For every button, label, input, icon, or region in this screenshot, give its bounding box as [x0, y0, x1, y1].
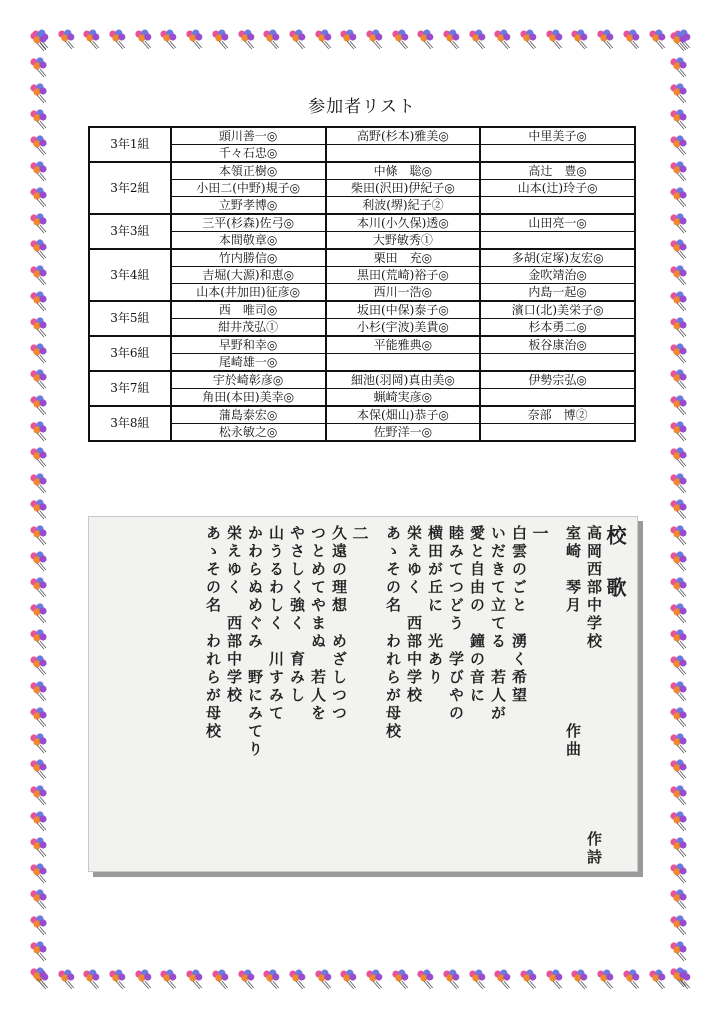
balloon-icon: [56, 968, 78, 990]
participant-name: 蝋崎実彦◎: [326, 389, 481, 407]
participant-name: 山本(井加田)征彦◎: [171, 284, 326, 302]
balloon-icon: [28, 160, 50, 182]
participant-name: 利波(堺)紀子②: [326, 197, 481, 215]
balloon-icon: [668, 888, 690, 910]
song-line: やさしく強く 育みし: [288, 525, 306, 705]
roster-row: [89, 371, 635, 389]
roster-row: [89, 319, 635, 337]
balloon-icon: [668, 264, 690, 286]
balloon-icon: [441, 968, 463, 990]
balloon-icon: [668, 420, 690, 442]
balloon-icon: [390, 28, 412, 50]
balloon-icon: [56, 28, 78, 50]
participant-name: 内島一起◎: [480, 284, 635, 302]
balloon-icon: [28, 30, 50, 52]
balloon-icon: [287, 28, 309, 50]
participant-name: [480, 145, 635, 163]
balloon-icon: [28, 862, 50, 884]
balloon-icon: [415, 28, 437, 50]
balloon-icon: [28, 914, 50, 936]
balloon-icon: [668, 56, 690, 78]
participant-name: 中里美子◎: [480, 127, 635, 145]
participant-name: 山本(辻)玲子◎: [480, 180, 635, 197]
balloon-icon: [158, 28, 180, 50]
song-line: 睦みてつどう 学びやの: [447, 525, 465, 723]
song-school-name: [583, 525, 604, 867]
balloon-icon: [28, 498, 50, 520]
balloon-icon: [28, 290, 50, 312]
balloon-icon: [668, 472, 690, 494]
song-line: あゝその名 われらが母校: [204, 525, 222, 741]
balloon-icon: [236, 968, 258, 990]
balloon-icon: [28, 524, 50, 546]
balloon-icon: [107, 28, 129, 50]
balloon-icon: [28, 784, 50, 806]
balloon-icon: [544, 968, 566, 990]
participant-name: 佐野洋一◎: [326, 424, 481, 442]
balloon-icon: [28, 316, 50, 338]
roster-row: [89, 267, 635, 284]
balloon-icon: [133, 968, 155, 990]
balloon-icon: [28, 888, 50, 910]
participant-name: 立野孝博◎: [171, 197, 326, 215]
balloon-icon: [364, 968, 386, 990]
participant-name: [480, 424, 635, 442]
roster-row: [89, 197, 635, 215]
balloon-icon: [28, 628, 50, 650]
participant-name: 吉堀(大源)和恵◎: [171, 267, 326, 284]
composer-credit: 作曲: [564, 615, 582, 759]
balloon-icon: [28, 446, 50, 468]
participant-name: 紺井茂弘①: [171, 319, 326, 337]
composer-name: 室崎 琴月: [564, 525, 582, 615]
balloon-icon: [544, 28, 566, 50]
balloon-icon: [287, 968, 309, 990]
participant-name: 早野和幸◎: [171, 336, 326, 354]
school-name: 高岡西部中学校: [585, 525, 603, 651]
participant-name: 金吹靖治◎: [480, 267, 635, 284]
balloon-border-top: [30, 28, 694, 54]
participant-name: 西川一浩◎: [326, 284, 481, 302]
participant-name: 黒田(荒崎)裕子◎: [326, 267, 481, 284]
balloon-icon: [236, 28, 258, 50]
balloon-icon: [668, 342, 690, 364]
balloon-icon: [668, 706, 690, 728]
participant-name: 伊勢宗弘◎: [480, 371, 635, 389]
balloon-icon: [668, 186, 690, 208]
participant-name: 高野(杉本)雅美◎: [326, 127, 481, 145]
balloon-border-bottom: [30, 968, 694, 998]
roster-row: [89, 284, 635, 302]
participant-name: 松永敏之◎: [171, 424, 326, 442]
balloon-icon: [668, 524, 690, 546]
balloon-border-left: [28, 30, 54, 996]
balloon-icon: [28, 394, 50, 416]
balloon-icon: [28, 238, 50, 260]
participant-name: 奈部 博②: [480, 406, 635, 424]
class-label: 3年3組: [89, 214, 171, 249]
song-line: 久遠の理想 めざしつつ: [330, 525, 348, 723]
balloon-icon: [467, 968, 489, 990]
class-label: 3年7組: [89, 371, 171, 406]
roster-row: [89, 424, 635, 442]
participant-name: 杉本勇二◎: [480, 319, 635, 337]
roster-row: [89, 180, 635, 197]
class-label: 3年5組: [89, 301, 171, 336]
balloon-icon: [28, 134, 50, 156]
participant-table: [88, 126, 636, 442]
balloon-icon: [313, 968, 335, 990]
balloon-icon: [668, 498, 690, 520]
balloon-icon: [28, 342, 50, 364]
balloon-icon: [81, 28, 103, 50]
participant-name: 本間敬章◎: [171, 232, 326, 250]
participant-name: [480, 354, 635, 372]
song-line: 横田が丘に 光あり: [426, 525, 444, 687]
participant-name: [480, 197, 635, 215]
balloon-icon: [313, 28, 335, 50]
participant-name: 柴田(沢田)伊紀子◎: [326, 180, 481, 197]
roster-row: [89, 406, 635, 424]
balloon-icon: [338, 968, 360, 990]
balloon-icon: [668, 654, 690, 676]
balloon-icon: [668, 810, 690, 832]
balloon-icon: [28, 680, 50, 702]
participant-name: 本川(小久保)透◎: [326, 214, 481, 232]
participant-name: [326, 145, 481, 163]
participant-name: 濱口(北)美栄子◎: [480, 301, 635, 319]
participant-name: 山田亮一◎: [480, 214, 635, 232]
balloon-icon: [492, 28, 514, 50]
participant-name: 平能雅典◎: [326, 336, 481, 354]
balloon-icon: [28, 654, 50, 676]
balloon-icon: [518, 968, 540, 990]
balloon-icon: [415, 968, 437, 990]
balloon-icon: [28, 212, 50, 234]
balloon-icon: [668, 160, 690, 182]
balloon-icon: [668, 212, 690, 234]
balloon-icon: [338, 28, 360, 50]
song-line: いだきて立てる 若人が: [489, 525, 507, 723]
balloon-icon: [668, 680, 690, 702]
class-label: 3年1組: [89, 127, 171, 162]
participant-name: 大野敏秀①: [326, 232, 481, 250]
song-composer: [562, 525, 583, 863]
balloon-icon: [668, 914, 690, 936]
song-line: かわらぬめぐみ 野にみてり: [246, 525, 264, 759]
balloon-icon: [668, 966, 690, 988]
balloon-icon: [81, 968, 103, 990]
balloon-icon: [184, 968, 206, 990]
balloon-icon: [668, 30, 690, 52]
participant-name: 三平(杉森)佐弓◎: [171, 214, 326, 232]
participant-name: 西 唯司◎: [171, 301, 326, 319]
balloon-icon: [467, 28, 489, 50]
song-line: 山うるわしく 川すみて: [267, 525, 285, 723]
song-title: 校 歌: [603, 525, 627, 603]
balloon-icon: [668, 862, 690, 884]
balloon-icon: [28, 810, 50, 832]
balloon-icon: [261, 28, 283, 50]
balloon-icon: [518, 28, 540, 50]
class-label: 3年2組: [89, 162, 171, 214]
roster-row: [89, 232, 635, 250]
verse-2: [202, 525, 349, 863]
song-line: あゝその名 われらが母校: [384, 525, 402, 741]
participant-name: [480, 389, 635, 407]
class-label: 3年4組: [89, 249, 171, 301]
balloon-icon: [647, 28, 669, 50]
lyricist-credit: 作詩: [585, 651, 603, 867]
participant-name: 角田(本田)美幸◎: [171, 389, 326, 407]
roster-row: [89, 145, 635, 163]
balloon-icon: [668, 368, 690, 390]
song-line: 栄えゆく 西部中学校: [405, 525, 423, 705]
balloon-icon: [668, 394, 690, 416]
school-song-card: [88, 516, 638, 872]
balloon-icon: [569, 968, 591, 990]
balloon-icon: [668, 550, 690, 572]
balloon-icon: [28, 732, 50, 754]
balloon-icon: [184, 28, 206, 50]
balloon-icon: [668, 758, 690, 780]
class-label: 3年8組: [89, 406, 171, 441]
balloon-icon: [28, 56, 50, 78]
roster-row: [89, 162, 635, 180]
participant-name: [326, 354, 481, 372]
song-line: つとめてやまぬ 若人を: [309, 525, 327, 723]
participant-name: 本領正樹◎: [171, 162, 326, 180]
balloon-icon: [107, 968, 129, 990]
participant-name: 高辻 豊◎: [480, 162, 635, 180]
roster-row: [89, 354, 635, 372]
participant-name: 宇於崎彰彦◎: [171, 371, 326, 389]
roster-row: [89, 301, 635, 319]
roster-row: [89, 336, 635, 354]
participant-name: 小田二(中野)規子◎: [171, 180, 326, 197]
participant-name: 蒲島泰宏◎: [171, 406, 326, 424]
balloon-icon: [210, 28, 232, 50]
balloon-icon: [28, 706, 50, 728]
participant-name: 坂田(中保)泰子◎: [326, 301, 481, 319]
participant-name: 竹内勝信◎: [171, 249, 326, 267]
balloon-icon: [28, 836, 50, 858]
song-line: 栄えゆく 西部中学校: [225, 525, 243, 705]
class-label: 3年6組: [89, 336, 171, 371]
balloon-icon: [668, 238, 690, 260]
school-song-text: [99, 525, 627, 867]
balloon-icon: [621, 28, 643, 50]
balloon-icon: [261, 968, 283, 990]
balloon-border-right: [668, 30, 694, 996]
roster-row: [89, 127, 635, 145]
balloon-icon: [647, 968, 669, 990]
balloon-icon: [441, 28, 463, 50]
balloon-icon: [595, 28, 617, 50]
balloon-icon: [364, 28, 386, 50]
roster-row: [89, 214, 635, 232]
participant-name: 頭川善一◎: [171, 127, 326, 145]
participant-name: 栗田 充◎: [326, 249, 481, 267]
verse-1-number: 一: [530, 525, 549, 544]
balloon-icon: [28, 472, 50, 494]
balloon-icon: [133, 28, 155, 50]
balloon-icon: [668, 784, 690, 806]
balloon-icon: [28, 576, 50, 598]
balloon-icon: [668, 316, 690, 338]
participant-name: 板谷康治◎: [480, 336, 635, 354]
participant-name: 細池(羽岡)真由美◎: [326, 371, 481, 389]
balloon-icon: [28, 420, 50, 442]
balloon-icon: [668, 446, 690, 468]
balloon-icon: [668, 134, 690, 156]
balloon-icon: [28, 940, 50, 962]
balloon-icon: [28, 966, 50, 988]
balloon-icon: [492, 968, 514, 990]
song-line: 愛と自由の 鐘の音に: [468, 525, 486, 705]
balloon-icon: [668, 732, 690, 754]
balloon-icon: [668, 576, 690, 598]
balloon-icon: [28, 368, 50, 390]
verse-1: [382, 525, 529, 863]
balloon-icon: [28, 550, 50, 572]
balloon-icon: [621, 968, 643, 990]
balloon-icon: [668, 836, 690, 858]
balloon-icon: [390, 968, 412, 990]
participant-name: [480, 232, 635, 250]
balloon-icon: [158, 968, 180, 990]
balloon-icon: [668, 628, 690, 650]
balloon-icon: [668, 602, 690, 624]
song-line: 白雲のごと 湧く希望: [510, 525, 528, 705]
page-title: 参加者リスト: [308, 97, 416, 117]
roster-row: [89, 389, 635, 407]
participant-name: 本保(畑山)恭子◎: [326, 406, 481, 424]
balloon-icon: [595, 968, 617, 990]
balloon-icon: [28, 264, 50, 286]
balloon-icon: [28, 186, 50, 208]
participant-name: 多胡(定塚)友宏◎: [480, 249, 635, 267]
balloon-icon: [668, 940, 690, 962]
balloon-icon: [28, 758, 50, 780]
verse-2-number: 二: [350, 525, 369, 544]
balloon-icon: [210, 968, 232, 990]
participant-name: 尾崎雄一◎: [171, 354, 326, 372]
participant-name: 中條 聡◎: [326, 162, 481, 180]
participant-name: 小杉(宇波)美貴◎: [326, 319, 481, 337]
balloon-icon: [668, 290, 690, 312]
balloon-icon: [569, 28, 591, 50]
balloon-icon: [28, 602, 50, 624]
participant-name: 千々石忠◎: [171, 145, 326, 163]
roster-row: [89, 249, 635, 267]
